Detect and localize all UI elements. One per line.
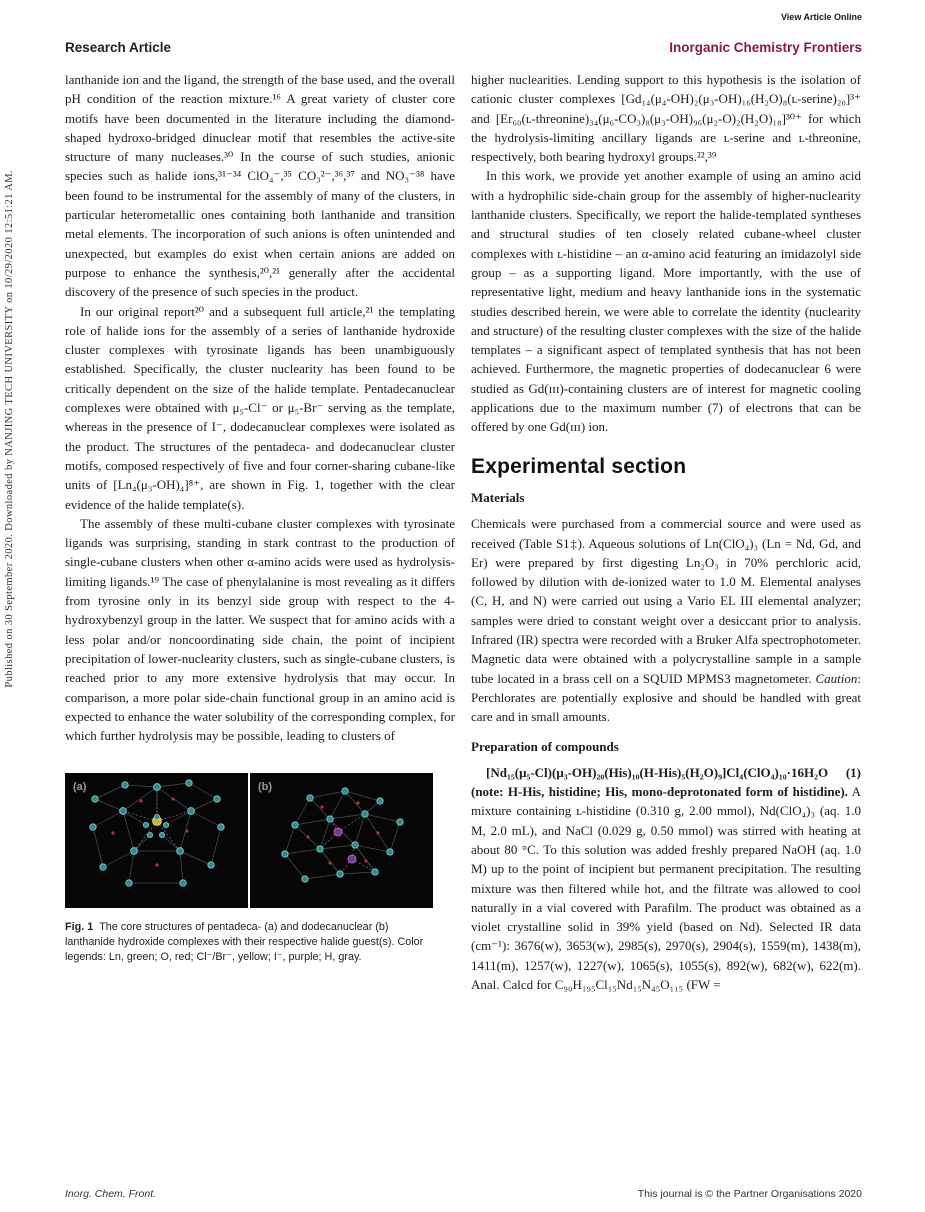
figure-1-images <box>65 773 433 908</box>
figure-1a-image <box>65 773 248 908</box>
page-footer <box>65 1188 862 1200</box>
figure-1 <box>65 773 433 964</box>
body-paragraph: higher nuclearities. Lending support to this hypothesis is the isolation of cationic cluster complexes [Gd₁₄(μ₄-OH)₂(μ₃-OH)₁₆(H₂O)₈(ʟ-serine)₂₀]³⁺ and [Er₆₀(ʟ-threonine)₃₄(μ₆-CO₃)₈(μ₃-OH)₉₆(μ₂-O)₂(H₂O)₁₈]³⁰⁺ for which the hydrolysis-limiting ancillary ligands are ʟ-serine and ʟ-threonine, respectively, both bearing hydroxyl groups.²²,³⁹ <box>471 72 861 165</box>
figure-1-caption-label: Fig. 1 <box>65 921 94 934</box>
journal-abbreviation: Inorg. Chem. Front. <box>65 1188 157 1200</box>
section-heading-experimental: Experimental section <box>471 454 687 478</box>
figure-1b-label: (b) <box>258 781 273 794</box>
figure-1-caption <box>65 920 433 964</box>
body-paragraph <box>471 763 861 995</box>
compound-1-formula: [Nd₁₅(μ₅-Cl)(μ₃-OH)₂₀(His)₁₀(H-His)₅(H₂O)₉]Cl₄(ClO₄)₁₀·16H₂O (1) (note: H-His, histidine; His, mono-deprotonated form of histidine). <box>471 764 861 800</box>
compound-1-procedure: A mixture containing ʟ-histidine (0.310 g, 2.00 mmol), Nd(ClO₄)₃ (aq. 1.0 M, 2.0 mL), and NaCl (0.029 g, 0.50 mmol) was stirred with heating at about 80 °C. To this solution was added freshly prepared NaOH (aq. 1.0 M) up to the point of incipient but permanent precipitation. The resulting mixture was then filtered while hot, and the filtrate was allowed to cool naturally in a vial covered with Parafilm. The product was obtained as a violet crystalline solid in 39% yield (based on Nd). Selected IR data (cm⁻¹): 3676(w), 3653(w), 2985(s), 2970(s), 2904(s), 1559(m), 1438(m), 1411(m), 1257(w), 1227(w), 1065(s), 1055(s), 892(w), 682(w), 622(m). Anal. Calcd for C₉₀H₁₉₅Cl₁₅Nd₁₅N₄₅O₁₁₅ (FW = <box>471 784 861 993</box>
materials-text-continued: : Perchlorates are potentially explosive and should be handled with great care and in small amounts. <box>471 670 861 725</box>
subheading-preparation: Preparation of compounds <box>471 738 619 754</box>
figure-1-caption-text: The core structures of pentadeca- (a) and dodecanuclear (b) lanthanide hydroxide complexes with their respective halide guest(s). Color legends: Ln, green; O, red; Cl⁻/Br⁻, yellow; I⁻, purple; H, gray. <box>65 921 424 963</box>
article-body <box>0 55 925 994</box>
right-column <box>471 70 861 994</box>
pentadecanuclear-cluster-rendering <box>65 773 248 908</box>
materials-text: Chemicals were purchased from a commercial source and were used as received (Table S1‡). Aqueous solutions of Ln(ClO₄)₃ (Ln = Nd, Gd, and Er) were prepared by first digesting Ln₂O₃ in 70% perchloric acid, followed by dilution with de-ionized water to 1.0 M. Elemental analyses (C, H, and N) were carried out using a Vario EL III elemental analyzer; samples were dried to constant weight over a desiccant prior to analysis. Infrared (IR) spectra were recorded with a Bruker Alfa spectrophotometer. Magnetic data were obtained with a polycrystalline sample in a sample tube located in a brass cell on a SQUID MPMS3 magnetometer. <box>471 516 861 686</box>
figure-1b-image <box>250 773 433 908</box>
view-article-online-link[interactable]: View Article Online <box>780 12 862 22</box>
subheading-materials: Materials <box>471 489 525 505</box>
body-paragraph: The assembly of these multi-cubane cluster complexes with tyrosinate ligands was surprising, standing in stark contrast to the production of single-cubane clusters when other α-amino acids were used as hydrolysis-limiting ligands.¹⁹ The case of phenylalanine is most revealing as it differs from tyrosine only in its benzyl side group with respect to the 4-hydroxybenzyl group in the latter. We suspect that for amino acids with a less polar and/or noncoordinating side chain, the point of incipient precipitation of lower-nuclearity clusters, such as single-cubane clusters, is reached prior to any more extensive hydrolysis that may occur. In comparison, a more polar side-chain functional group in an amino acid is expected to enhance the water solubility of the corresponding complex, for which further hydrolysis may be possible, leading to clusters of <box>65 515 455 744</box>
figure-1a-label: (a) <box>73 781 87 794</box>
dodecanuclear-cluster-rendering <box>250 773 433 908</box>
body-paragraph: In this work, we provide yet another example of using an amino acid with a hydrophilic side-chain group for the assembly of higher-nuclearity lanthanide clusters. Specifically, we report the halide-templated syntheses and structural studies of ten closely related cubane-wheel cluster complexes with ʟ-histidine – an α-amino acid featuring an imidazolyl side group – as a supporting ligand. More importantly, with the use of representative light, medium and heavy lanthanide ions in the systematic studies described herein, we were able to correlate the identity (nuclearity and structure) of the resulting cluster complexes with the size of the halide templates – a significant aspect of templated synthesis that has not been achieved. Furthermore, the magnetic properties of dodecanuclear 6 were studied as Gd(ɪɪɪ)-containing clusters are of interest for magnetic cooling applications due to the maximum number (7) of electrons that can be offered by one Gd(ɪɪɪ) ion. <box>471 168 861 435</box>
left-column <box>65 70 455 994</box>
download-stamp: Published on 30 September 2020. Downloaded by NANJING TECH UNIVERSITY on 10/29/2020 12:51:21 AM. <box>4 170 15 688</box>
copyright-notice: This journal is © the Partner Organisations 2020 <box>637 1188 862 1200</box>
body-paragraph <box>471 514 861 726</box>
body-paragraph: In our original report²⁰ and a subsequent full article,²¹ the templating role of halide ions for the assembly of a series of lanthanide hydroxide cluster complexes with tyrosinate ligands has been unambiguously established. Specifically, the cluster nuclearity has been found to be critically dependent on the size of the halide template. Pentadecanuclear complexes were obtained with μ₅-Cl⁻ or μ₅-Br⁻ serving as the template, whereas in the presence of I⁻, dodecanuclear complexes were isolated as the product. The structures of the pentadeca- and dodecanuclear cluster motifs, composed respectively of five and four corner-sharing cubane-like units of [Ln₄(μ₃-OH)₄]⁸⁺, are shown in Fig. 1, together with the clear evidence of the halide template(s). <box>65 303 455 512</box>
caution-word: Caution <box>815 670 858 686</box>
body-paragraph: lanthanide ion and the ligand, the strength of the base used, and the overall pH condition of the reaction mixture.¹⁶ A great variety of cluster core motifs have been documented in the literature including the diamond-shaped hydroxo-bridged dinuclear motif that resembles the active-site structure of many nucleases.³⁰ In the course of such studies, anionic species such as halide ions,³¹⁻³⁴ ClO₄⁻,³⁵ CO₃²⁻,³⁶,³⁷ and NO₃⁻³⁸ have been found to be instrumental for the assembly of many of the clusters, in particular heterometallic ones containing both lanthanide and transition metal elements. The incorporation of such anions is often unintended and unexpected, but examples do exist when certain anions are added on purpose to enhance the synthesis,²⁰,²¹ generally after the accidental discovery of the presence of such species in the product. <box>65 72 455 300</box>
page-header <box>0 0 925 55</box>
journal-name: Inorganic Chemistry Frontiers <box>669 40 862 55</box>
article-type-label: Research Article <box>65 40 172 55</box>
